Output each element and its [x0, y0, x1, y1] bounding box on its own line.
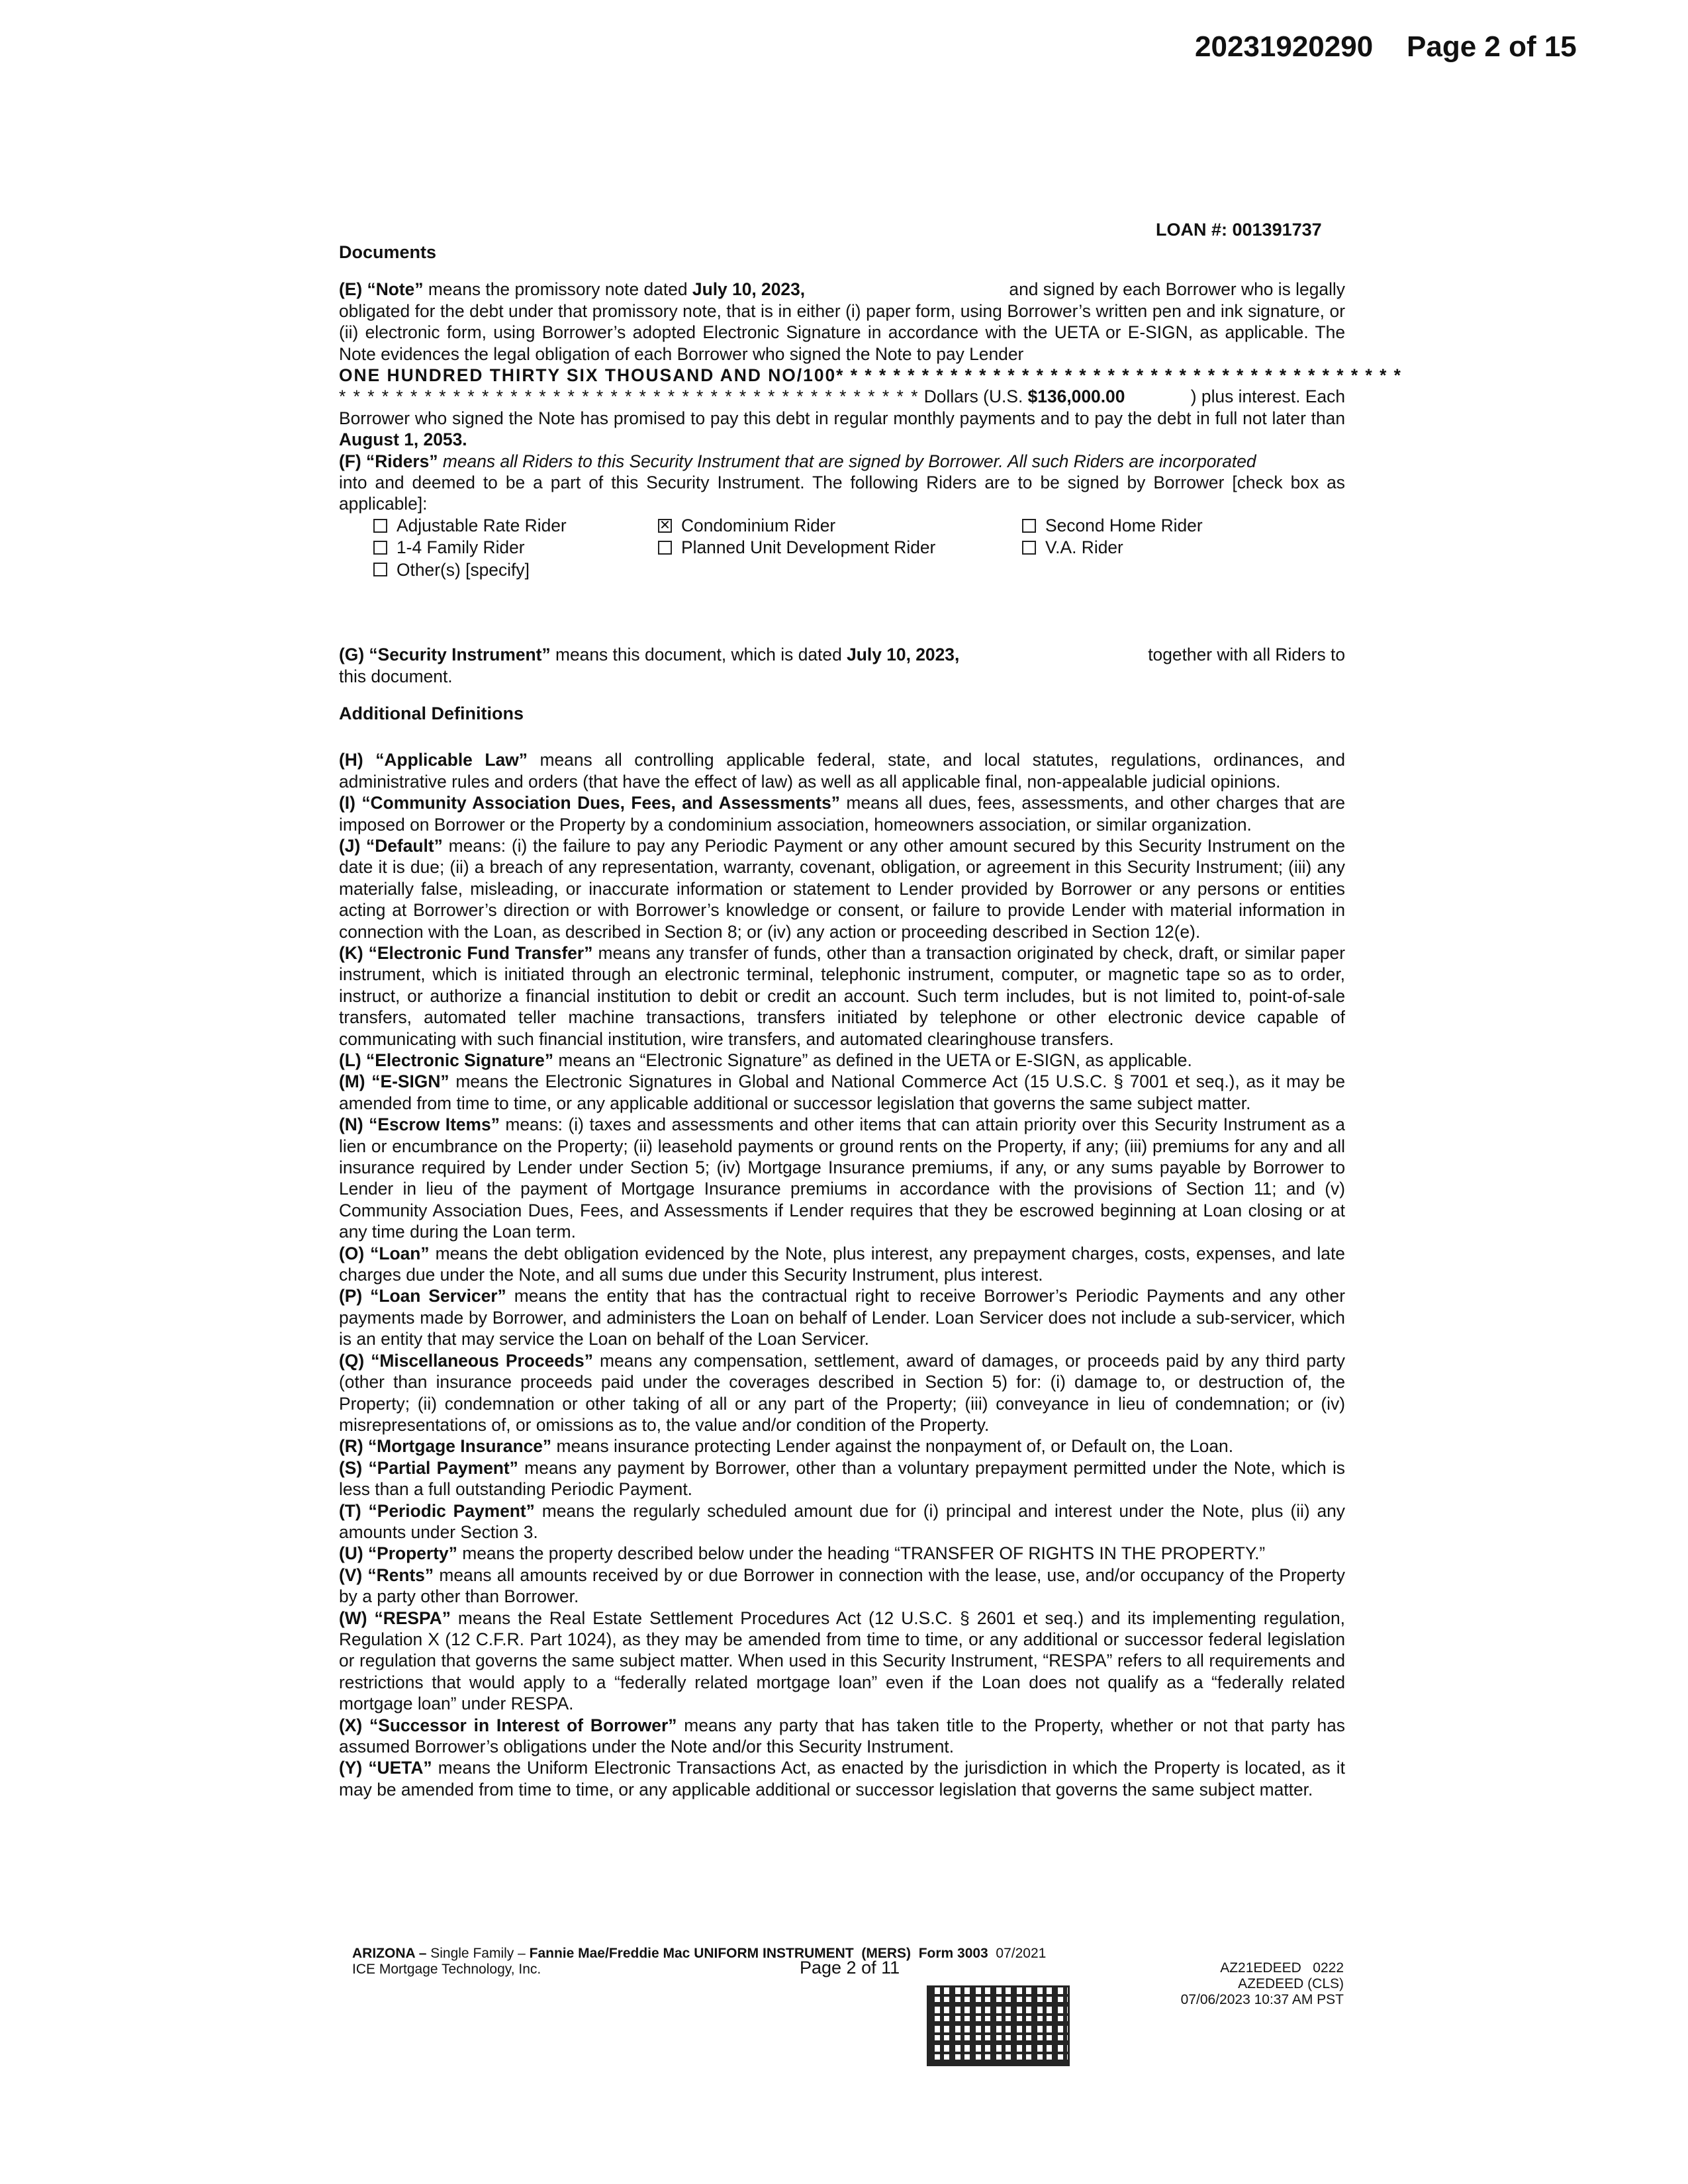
recording-page-number: Page 2 of 15 — [1407, 30, 1577, 63]
security-instrument-definition: (G) “Security Instrument” means this document, which is dated July 10, 2023, together with all Riders to this document. — [339, 645, 1345, 686]
definition-applicable-law: (H) “Applicable Law” means all controlling applicable federal, state, and local statutes, regulations, ordinances, and administrative rules and orders (that have the effect of law) as well as all applicable final, non-appealable judicial opinions. — [339, 750, 1345, 792]
definition-mortgage-insurance: (R) “Mortgage Insurance” means insurance protecting Lender against the nonpayment of, or Default on, the Loan. — [339, 1436, 1234, 1457]
footer-timestamp: 07/06/2023 10:37 AM PST — [1180, 1992, 1344, 2007]
rider-condominium[interactable]: ✕ Condominium Rider — [658, 515, 1022, 536]
riders-checklist — [373, 515, 1345, 580]
footer-company: ICE Mortgage Technology, Inc. — [352, 1962, 541, 1977]
checkbox-icon[interactable] — [373, 519, 387, 533]
checkbox-icon[interactable] — [373, 563, 387, 576]
definition-default: (J) “Default” means: (i) the failure to pay any Periodic Payment or any other amount secured by this Security Instrument on the date it is due; (ii) a breach of any representation, warranty, covenant, obligation, or agreement in this Security Instrument; (iii) any materially false, misleading, or inaccurate information or statement to Lender provided by Borrower or any persons or entities acting at Borrower’s direction or with Borrower’s knowledge or consent, or failure to provide Lender with material information in connection with the Loan, as described in Section 8; or (iv) any action or proceeding described in Section 12(e). — [339, 835, 1346, 942]
definition-community-association-dues: (I) “Community Association Dues, Fees, and Assessments” means all dues, fees, assessments, and other charges that are imposed on Borrower or the Property by a condominium association, homeowners association, or similar organization. — [339, 793, 1345, 835]
definition-ueta: (Y) “UETA” means the Uniform Electronic Transactions Act, as enacted by the jurisdiction in which the Property is located, as it may be amended from time to time, or any applicable additional or successor legislation that governs the same subject matter. — [339, 1758, 1345, 1799]
definition-respa: (W) “RESPA” means the Real Estate Settlement Procedures Act (12 U.S.C. § 2601 et seq.) and its implementing regulation, Regulation X (12 C.F.R. Part 1024), as they may be amended from time to time, or any additional or successor federal legislation or regulation that governs the same subject matter. When used in this Security Instrument, “RESPA” refers to all requirements and restrictions that would apply to a “federally related mortgage loan” even if the Loan does not qualify as a “federally related mortgage loan” under RESPA. — [339, 1608, 1345, 1714]
definition-rents: (V) “Rents” means all amounts received by or due Borrower in connection with the lease, use, and/or occupancy of the Property by a party other than Borrower. — [339, 1565, 1345, 1607]
definition-electronic-fund-transfer: (K) “Electronic Fund Transfer” means any transfer of funds, other than a transaction originated by check, draft, or similar paper instrument, which is initiated through an electronic terminal, telephonic instrument, computer, or magnetic tape so as to order, instruct, or authorize a financial institution to debit or credit an account. Such term includes, but is not limited to, point-of-sale transfers, automated teller machine transactions, transfers initiated by telephone or other electronic device capable of communicating with such financial institution, wire transfers, and automated clearinghouse transfers. — [339, 942, 1345, 1049]
maturity-date: August 1, 2053. — [339, 430, 467, 450]
footer-form-line: ARIZONA – Single Family – Fannie Mae/Freddie Mac UNIFORM INSTRUMENT (MERS) Form 3003 07/2021 — [352, 1946, 1047, 1961]
definition-partial-payment: (S) “Partial Payment” means any payment by Borrower, other than a voluntary prepayment permitted under the Note, which is less than a full outstanding Periodic Payment. — [339, 1457, 1345, 1500]
rider-second-home[interactable]: Second Home Rider — [1022, 515, 1340, 536]
security-instrument-date: July 10, 2023, — [847, 645, 960, 665]
definition-successor-in-interest: (X) “Successor in Interest of Borrower” means any party that has taken title to the Property, whether or not that party has assumed Borrower’s obligations under the Note and/or this Security Instrument. — [339, 1715, 1345, 1756]
documents-heading: Documents — [339, 242, 437, 262]
footer-page-number: Page 2 of 11 — [800, 1958, 900, 1978]
rider-other[interactable]: Other(s) [specify] — [373, 559, 658, 580]
checkbox-icon[interactable] — [658, 541, 672, 555]
recording-number: 20231920290 — [1195, 30, 1374, 63]
definitions-list — [339, 749, 1345, 1800]
loan-amount: $136,000.00 — [1027, 387, 1125, 407]
additional-definitions-heading: Additional Definitions — [339, 703, 524, 723]
loan-amount-words: ONE HUNDRED THIRTY SIX THOUSAND AND NO/100* — [339, 365, 845, 386]
rider-va[interactable]: V.A. Rider — [1022, 537, 1340, 558]
note-label: (E) “Note” — [339, 279, 424, 300]
barcode-icon — [927, 1985, 1070, 2066]
checkbox-icon[interactable] — [1022, 519, 1036, 533]
rider-adjustable-rate[interactable]: Adjustable Rate Rider — [373, 515, 658, 536]
footer-form-number: Form 3003 — [918, 1946, 988, 1961]
rider-planned-unit-development[interactable]: Planned Unit Development Rider — [658, 537, 1022, 558]
security-instrument-label: (G) “Security Instrument” — [339, 645, 551, 665]
checkbox-checked-icon[interactable]: ✕ — [658, 519, 672, 533]
rider-1-4-family[interactable]: 1-4 Family Rider — [373, 537, 658, 558]
document-body — [339, 212, 1402, 1800]
loan-number: LOAN #: 001391737 — [1156, 220, 1322, 240]
checkbox-icon[interactable] — [373, 541, 387, 555]
definition-property: (U) “Property” means the property described below under the heading “TRANSFER OF RIGHTS IN THE PROPERTY.” — [339, 1543, 1266, 1564]
footer-instrument: Fannie Mae/Freddie Mac UNIFORM INSTRUMENT — [529, 1946, 854, 1961]
definition-miscellaneous-proceeds: (Q) “Miscellaneous Proceeds” means any compensation, settlement, award of damages, or proceeds paid by any third party (other than insurance proceeds paid under the coverages described in Section 5) for: (i) damage to, or destruction of, the Property; (ii) condemnation or other taking of all or any part of the Property; (iii) conveyance in lieu of condemnation; or (iv) misrepresentations of, or omissions as to, the value and/or condition of the Property. — [339, 1350, 1345, 1435]
checkbox-icon[interactable] — [1022, 541, 1036, 555]
riders-definition: (F) “Riders” means all Riders to this Security Instrument that are signed by Borrower. All such Riders are incorporated into and deemed to be a part of this Security Instrument. The following Riders are to be signed by Borrower [check box as applicable]: Adjustable Rate Rider ✕ Condominium Rider Second Home Rider 1-4 Family Rider Planned Unit Development Rider V.A. Rider Other(s) [specify] — [339, 451, 1345, 580]
note-date: July 10, 2023, — [692, 279, 806, 300]
definition-loan-servicer: (P) “Loan Servicer” means the entity that has the contractual right to receive Borrower’s Periodic Payments and any other payments made by Borrower, and administers the Loan on behalf of Lender. Loan Servicer does not include a sub-servicer, which is an entity that may service the Loan on behalf of the Loan Servicer. — [339, 1286, 1345, 1349]
definition-periodic-payment: (T) “Periodic Payment” means the regularly scheduled amount due for (i) principal and interest under the Note, plus (ii) any amounts under Section 3. — [339, 1500, 1345, 1542]
definition-e-sign: (M) “E-SIGN” means the Electronic Signatures in Global and National Commerce Act (15 U.S.C. § 7001 et seq.), as it may be amended from time to time, or any applicable additional or successor legislation that governs the same subject matter. — [339, 1071, 1345, 1113]
riders-label: (F) “Riders” — [339, 451, 438, 471]
definition-electronic-signature: (L) “Electronic Signature” means an “Electronic Signature” as defined in the UETA or E-SIGN, as applicable. — [339, 1050, 1192, 1070]
footer-codes: AZ21EDEED 0222 AZEDEED (CLS) 07/06/2023 10:37 AM PST — [1180, 1960, 1344, 2007]
note-definition: (E) “Note” means the promissory note dated July 10, 2023, and signed by each Borrower who is legally obligated for the debt under that promissory note, that is in either (i) paper form, using Borrower’s written pen and ink signature, or (ii) electronic form, using Borrower’s adopted Electronic Signature in accordance with the UETA or E-SIGN, as applicable. The Note evidences the legal obligation of each Borrower who signed the Note to pay Lender ONE HUNDRED THIRTY SIX THOUSAND AND NO/100* * * * * * * * * * * * * * * * * * * * * * * * * * * * * * * * * * * * * * * * * * * * * * * * * * * * * * * * * * * * * * * * * * * * * * * * * * * * * * * * * Dollars (U.S. $136,000.00 ) plus interest. Each Borrower who signed the Note has promised to pay this debt in regular monthly payments and to pay the debt in full not later than August 1, 2053. — [339, 279, 1402, 450]
definition-escrow-items: (N) “Escrow Items” means: (i) taxes and assessments and other items that can attain priority over this Security Instrument as a lien or encumbrance on the Property; (ii) leasehold payments or ground rents on the Property, if any; (iii) premiums for any and all insurance required by Lender under Section 5; (iv) Mortgage Insurance premiums, if any, or any sums payable by Borrower to Lender in lieu of the payment of Mortgage Insurance premiums in accordance with the provisions of Section 11; and (v) Community Association Dues, Fees, and Assessments if Lender requires that they be escrowed beginning at Loan closing or at any time during the Loan term. — [339, 1115, 1345, 1242]
definition-loan: (O) “Loan” means the debt obligation evidenced by the Note, plus interest, any prepayment charges, costs, expenses, and late charges due under the Note, and all sums due under this Security Instrument, plus interest. — [339, 1243, 1345, 1285]
